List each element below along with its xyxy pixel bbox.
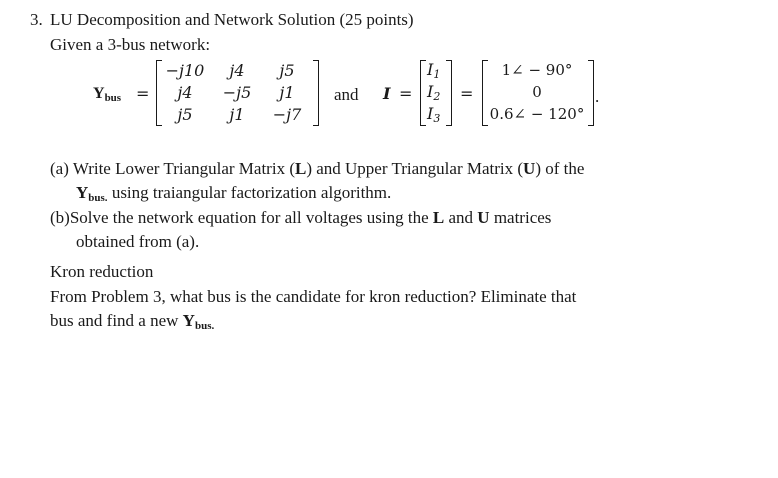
ybus-right-bracket xyxy=(313,60,319,126)
kron-line1: From Problem 3, what bus is the candidate for kron reduction? Eliminate that xyxy=(50,287,577,306)
current-right-bracket xyxy=(446,60,452,126)
current-entry: I2 xyxy=(427,82,441,103)
equation-period: . xyxy=(595,87,600,106)
current-value: 0 xyxy=(532,83,542,101)
current-left-bracket xyxy=(420,60,426,126)
ybus-cell: j5 xyxy=(177,105,193,124)
ybus-cell: j5 xyxy=(279,61,295,80)
and-text: and xyxy=(334,85,359,104)
ybus-cell: −j5 xyxy=(222,83,252,102)
current-equals: = xyxy=(399,84,413,103)
ybus-equals: = xyxy=(136,84,150,103)
current-value: 0.6∠ − 120° xyxy=(489,105,585,123)
problem-number: 3. xyxy=(30,10,43,29)
kron-heading: Kron reduction xyxy=(50,262,154,281)
values-right-bracket xyxy=(588,60,594,126)
kron-line2: bus and find a new Ybus. xyxy=(50,311,215,332)
ybus-cell: j1 xyxy=(279,83,295,102)
current-label: I xyxy=(383,84,391,103)
ybus-cell: j4 xyxy=(229,61,245,80)
part-b-line1: (b)Solve the network equation for all voltages using the L and U matrices xyxy=(50,208,552,227)
ybus-label xyxy=(93,85,121,103)
part-b-line2: obtained from (a). xyxy=(76,232,200,251)
current-entry: I1 xyxy=(427,60,441,81)
current-entry: I3 xyxy=(427,104,441,125)
values-equals: = xyxy=(460,84,474,103)
current-value: 1∠ − 90° xyxy=(501,61,573,79)
problem-title: LU Decomposition and Network Solution (25 points) xyxy=(50,10,414,29)
given-line: Given a 3-bus network: xyxy=(50,35,211,54)
ybus-symbol: Y xyxy=(93,85,105,102)
ybus-cell: j4 xyxy=(177,83,193,102)
ybus-cell: −j10 xyxy=(165,61,205,80)
ybus-cell: j1 xyxy=(229,105,245,124)
part-a-line2: Ybus. using traiangular factorization algorithm. xyxy=(76,183,392,204)
ybus-subscript: bus xyxy=(104,92,122,104)
part-a-line1: (a) Write Lower Triangular Matrix (L) and Upper Triangular Matrix (U) of the xyxy=(50,159,585,178)
ybus-cell: −j7 xyxy=(272,105,302,124)
